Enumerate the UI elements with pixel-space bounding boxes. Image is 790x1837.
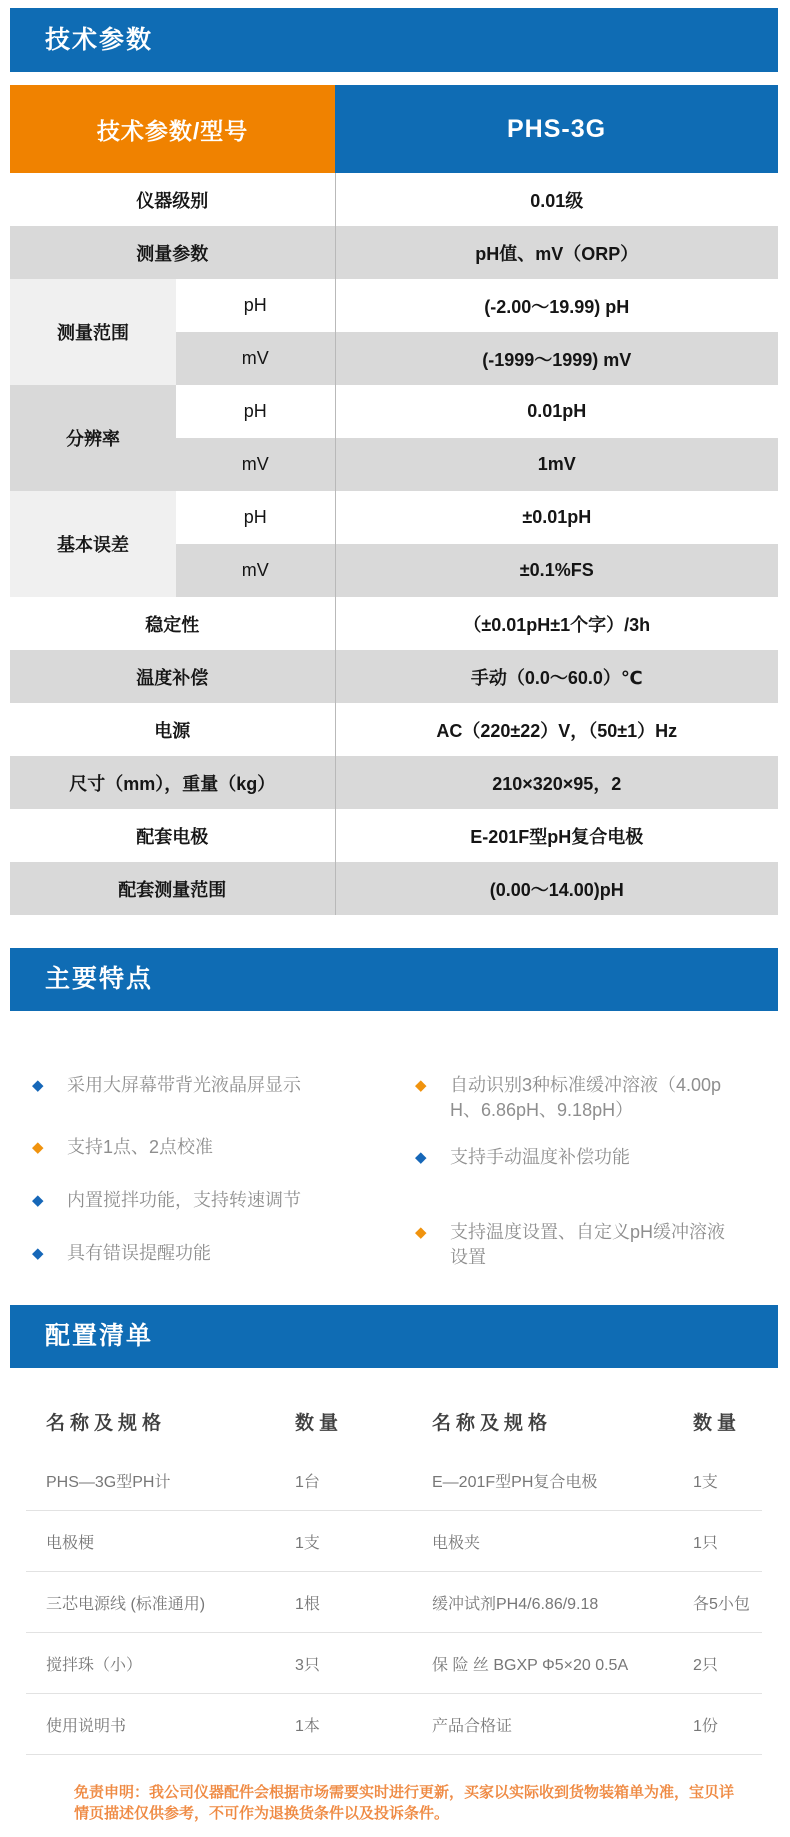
package-col-header: 数量 (295, 1412, 344, 1434)
feature-text: 具有错误提醒功能 (67, 1243, 211, 1263)
disclaimer-text: 免责申明：我公司仪器配件会根据市场需要实时进行更新，买家以实际收到货物装箱单为准，宝贝详情页描述仅供参考，不可作为退换货条件以及投诉条件。 (74, 1784, 735, 1822)
spec-value-cell: （±0.01pH±1个字）/3h (335, 597, 778, 650)
feature-text: 自动识别3种标准缓冲溶液（4.00pH、6.86pH、9.18pH） (450, 1075, 722, 1120)
package-row (26, 1572, 762, 1633)
item-qty: 1份 (693, 1717, 718, 1735)
item-name: 电极梗 (46, 1534, 95, 1552)
item-qty: 1支 (693, 1473, 718, 1491)
spec-row (10, 279, 778, 332)
section-header-tech-params (10, 8, 778, 72)
feature-text: 采用大屏幕带背光液晶屏显示 (67, 1075, 301, 1095)
feature-text: 支持温度设置、自定义pH缓冲溶液设置 (450, 1222, 726, 1267)
package-col-header: 数量 (693, 1412, 742, 1434)
section-header-features (10, 948, 778, 1011)
item-qty: 3只 (295, 1656, 320, 1674)
spec-value-cell: AC（220±22）V，（50±1）Hz (335, 703, 778, 756)
package-row (26, 1694, 762, 1755)
item-qty: 各5小包 (693, 1595, 750, 1613)
section-title: 主要特点 (45, 965, 154, 993)
spec-header-row (10, 85, 778, 173)
package-col-header: 名称及规格 (432, 1412, 553, 1434)
spec-label-cell: 配套测量范围 (10, 862, 335, 915)
spec-value-cell: 210×320×95，2 (335, 756, 778, 809)
package-row (26, 1511, 762, 1572)
item-qty: 1支 (295, 1534, 320, 1552)
spec-group-cell: 分辨率 (10, 385, 176, 491)
spec-value-cell: (-2.00～19.99) pH (335, 279, 778, 332)
section-title: 技术参数 (45, 26, 154, 54)
feature-item (32, 1188, 385, 1213)
diamond-icon: ◆ (415, 1077, 427, 1094)
feature-text: 内置搅拌功能，支持转速调节 (67, 1190, 301, 1210)
spec-value-cell: E-201F型pH复合电极 (335, 809, 778, 862)
item-qty: 2只 (693, 1656, 718, 1674)
package-table (10, 1392, 778, 1755)
diamond-icon: ◆ (415, 1149, 427, 1166)
item-name: 搅拌珠（小） (46, 1656, 143, 1674)
spec-param-cell: pH (176, 385, 335, 438)
spec-row (10, 756, 778, 809)
feature-item (32, 1241, 385, 1266)
package-header-row (26, 1392, 762, 1450)
section-header-package (10, 1305, 778, 1368)
item-qty: 1根 (295, 1595, 320, 1613)
spec-label-cell: 配套电极 (10, 809, 335, 862)
spec-param-cell: mV (176, 332, 335, 385)
spec-row (10, 597, 778, 650)
diamond-icon: ◆ (32, 1139, 44, 1156)
spec-param-cell: pH (176, 279, 335, 332)
item-name: 产品合格证 (432, 1717, 513, 1735)
spec-row (10, 173, 778, 226)
spec-param-cell: mV (176, 544, 335, 597)
spec-row (10, 226, 778, 279)
spec-header-model-label: 技术参数/型号 (10, 85, 335, 173)
package-row (26, 1450, 762, 1511)
diamond-icon: ◆ (32, 1245, 44, 1262)
item-name: PHS—3G型PH计 (46, 1473, 171, 1491)
features-left-column (0, 1073, 385, 1270)
features-right-column (385, 1073, 790, 1270)
package-col-header: 名称及规格 (46, 1412, 167, 1434)
feature-item (415, 1145, 790, 1170)
item-name: 缓冲试剂PH4/6.86/9.18 (432, 1595, 599, 1613)
feature-text: 支持1点、2点校准 (67, 1137, 214, 1157)
spec-param-cell: mV (176, 438, 335, 491)
spec-label-cell: 稳定性 (10, 597, 335, 650)
spec-value-cell: 0.01pH (335, 385, 778, 438)
features-list (0, 1073, 790, 1270)
feature-item (415, 1220, 790, 1270)
spec-label-cell: 温度补偿 (10, 650, 335, 703)
spec-value-cell: (0.00～14.00)pH (335, 862, 778, 915)
spec-label-cell: 尺寸（mm），重量（kg） (10, 756, 335, 809)
spec-value-cell: ±0.01pH (335, 491, 778, 544)
spec-value-cell: 0.01级 (335, 173, 778, 226)
spec-label-cell: 仪器级别 (10, 173, 335, 226)
spec-header-product-name: PHS-3G (335, 85, 778, 173)
spec-row (10, 809, 778, 862)
item-qty: 1本 (295, 1717, 320, 1735)
spec-row (10, 862, 778, 915)
item-name: 三芯电源线 (标准通用) (46, 1595, 206, 1613)
feature-item (32, 1135, 385, 1160)
item-qty: 1台 (295, 1473, 320, 1491)
item-name: 使用说明书 (46, 1717, 127, 1735)
spec-value-cell: (-1999～1999) mV (335, 332, 778, 385)
diamond-icon: ◆ (32, 1192, 44, 1209)
item-name: 保 险 丝 BGXP Φ5×20 0.5A (432, 1656, 629, 1674)
feature-text: 支持手动温度补偿功能 (450, 1147, 630, 1167)
spec-row (10, 385, 778, 438)
spec-label-cell: 电源 (10, 703, 335, 756)
spec-value-cell: 1mV (335, 438, 778, 491)
diamond-icon: ◆ (32, 1077, 44, 1094)
spec-value-cell: pH值、mV（ORP） (335, 226, 778, 279)
feature-item (415, 1073, 790, 1123)
spec-table (10, 85, 778, 915)
spec-row (10, 491, 778, 544)
item-qty: 1只 (693, 1534, 718, 1552)
package-row (26, 1633, 762, 1694)
spec-label-cell: 测量参数 (10, 226, 335, 279)
spec-group-cell: 基本误差 (10, 491, 176, 597)
section-title: 配置清单 (45, 1322, 154, 1350)
feature-item (32, 1073, 385, 1098)
spec-row (10, 703, 778, 756)
item-name: 电极夹 (432, 1534, 481, 1552)
spec-value-cell: 手动（0.0～60.0）℃ (335, 650, 778, 703)
spec-param-cell: pH (176, 491, 335, 544)
item-name: E—201F型PH复合电极 (432, 1473, 598, 1491)
diamond-icon: ◆ (415, 1224, 427, 1241)
spec-row (10, 650, 778, 703)
spec-group-cell: 测量范围 (10, 279, 176, 385)
spec-value-cell: ±0.1%FS (335, 544, 778, 597)
